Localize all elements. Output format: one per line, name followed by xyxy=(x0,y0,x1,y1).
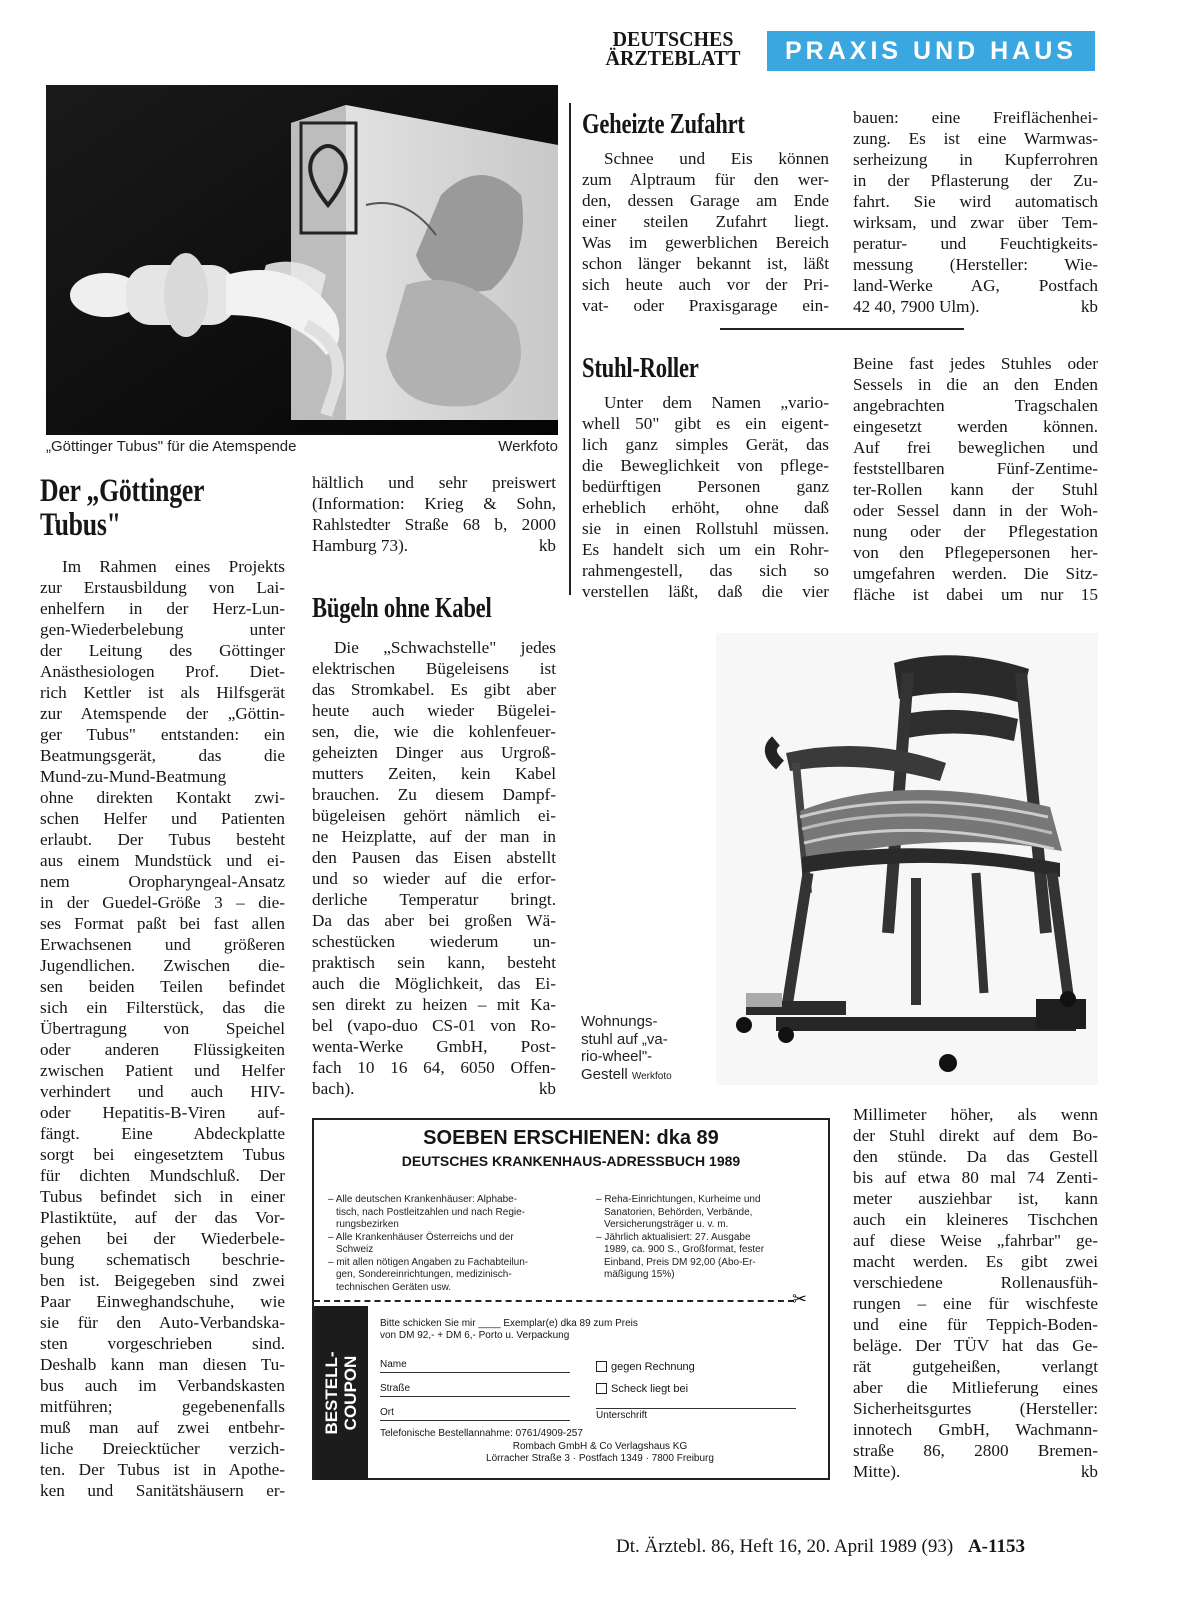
text-line: straße 86, 2800 Bremen- xyxy=(853,1441,1098,1460)
photo2-caption xyxy=(581,1013,711,1085)
ad-feature-line: – Alle deutschen Krankenhäuser: Alphabe- xyxy=(328,1194,518,1205)
masthead-line1: DEUTSCHES xyxy=(612,27,734,51)
text-line: fahrt. Sie wird automatisch xyxy=(853,192,1098,211)
text-line: land-Werke AG, Postfach xyxy=(853,276,1098,295)
text-line: sich heute auch vor der Pri- xyxy=(582,275,829,294)
text-line: Plastiktüte, auf der das Vor- xyxy=(40,1208,285,1227)
text-line: oder Hepatitis-B-Viren auf- xyxy=(40,1103,285,1122)
text-line: geheizten Dinger aus Urgroß- xyxy=(312,743,556,762)
text-line: die Beweglichkeit von pflege- xyxy=(582,456,829,475)
photo2-caption-line2: stuhl auf „va- xyxy=(581,1030,668,1048)
text-line: serheizung in Kupferrohren xyxy=(853,150,1098,169)
text-line: Was im gewerblichen Bereich xyxy=(582,233,829,252)
text-line: Rahlstedter Straße 68 b, 2000 xyxy=(312,515,556,534)
text-line: rich Kettler ist als Hilfsgerät xyxy=(40,683,285,702)
masthead-logo xyxy=(593,27,753,70)
photo2-caption-line3: rio-wheel"- xyxy=(581,1048,653,1065)
ad-feature-line: – mit allen nötigen Angaben zu Fachabteilun- xyxy=(328,1256,529,1268)
cheque-label: Scheck liegt bei xyxy=(611,1383,689,1395)
text-line: zum Alptraum für den wer- xyxy=(582,170,829,189)
photo2-caption-line4 xyxy=(581,1066,711,1086)
article1-title xyxy=(40,474,204,542)
ad-phone: Telefonische Bestellannahme: 0761/4909-257 xyxy=(380,1428,583,1439)
text-line: fläche ist dabei um nur 15 xyxy=(853,585,1098,604)
text-line: ohne direkten Kontakt zwi- xyxy=(40,788,285,807)
section-title: PRAXIS UND HAUS xyxy=(785,37,1077,65)
text-line: liche Dreiecktücher verzich- xyxy=(40,1439,285,1458)
text-line: den stünde. Da das Gestell xyxy=(853,1147,1098,1166)
chair-photo-illustration xyxy=(716,633,1098,1085)
text-line: sie für den Auto-Verbandska- xyxy=(40,1313,285,1332)
section-separator xyxy=(720,328,964,330)
article3-title: Geheizte Zufahrt xyxy=(582,108,745,140)
footer-citation: Dt. Ärztebl. 86, Heft 16, 20. April 1989 (93) xyxy=(616,1536,954,1557)
text-line xyxy=(312,535,556,556)
text-line: gehen bei der Wiederbele- xyxy=(40,1229,285,1248)
coupon-divider xyxy=(314,1300,794,1302)
text-line: den, dessen Garage am Ende xyxy=(582,191,829,210)
ad-features-right xyxy=(596,1194,826,1282)
ad-feature-line: gen, Sondereinrichtungen, medizinisch- xyxy=(336,1269,512,1280)
author-sign: kb xyxy=(1080,297,1098,316)
text-line: heute auch wieder Bügelei- xyxy=(312,701,556,720)
text-line: einer steilen Zufahrt liegt. xyxy=(582,212,829,231)
text-line: oder anderen Flüssigkeiten xyxy=(40,1040,285,1059)
article4-column3 xyxy=(853,1104,1098,1482)
text-line: gen-Wiederbelebung unter xyxy=(40,620,285,639)
ad-features-left xyxy=(328,1194,573,1294)
text-line: der Stuhl direkt auf dem Bo- xyxy=(853,1126,1098,1145)
text-line-content: Mitte). xyxy=(853,1462,901,1481)
text-line: innotech GmbH, Wachmann- xyxy=(853,1420,1098,1439)
text-line: muß man auf zwei entbehr- xyxy=(40,1418,285,1437)
text-line: verstellen läßt, daß die vier xyxy=(582,582,829,601)
text-line: zur Atemspende der „Göttin- xyxy=(40,704,285,723)
street-label: Straße xyxy=(380,1383,411,1394)
text-line: enhelfern in der Herz-Lun- xyxy=(40,599,285,618)
text-line: nung oder der Pflegestation xyxy=(853,522,1098,541)
text-line: bung schematisch beschrie- xyxy=(40,1250,285,1269)
text-line: rahmengestell, das sich so xyxy=(582,561,829,580)
cheque-checkbox[interactable] xyxy=(596,1382,688,1396)
text-line: messung (Hersteller: Wie- xyxy=(853,255,1098,274)
text-line: zwischen Patient und Helfer xyxy=(40,1061,285,1080)
text-line: sen, die, wie die kohlenfeuer- xyxy=(312,722,556,741)
coupon-label xyxy=(314,1306,368,1480)
article1-column1 xyxy=(40,556,285,1501)
ad-title: SOEBEN ERSCHIENEN: dka 89 xyxy=(423,1127,719,1149)
text-line: whell 50" gibt es ein eigent- xyxy=(582,414,829,433)
text-line xyxy=(312,1078,556,1099)
text-line: Jugendlichen. Zwischen die- xyxy=(40,956,285,975)
text-line: Mund-zu-Mund-Beatmung xyxy=(40,767,227,786)
text-line: Beatmungsgerät, das die xyxy=(40,746,285,765)
section-banner xyxy=(767,31,1095,71)
text-line: bügeleisen gehört nämlich ei- xyxy=(312,806,556,825)
text-line: schen Helfer und Patienten xyxy=(40,809,285,828)
photo-goettinger-tubus xyxy=(46,85,558,435)
text-line: angebrachten Tragschalen xyxy=(853,396,1098,415)
ad-publisher: Rombach GmbH & Co Verlagshaus KG xyxy=(512,1440,688,1452)
street-field[interactable] xyxy=(380,1382,570,1397)
text-line: schon länger bekannt ist, läßt xyxy=(582,254,829,273)
text-line: aber die Mitlieferung eines xyxy=(853,1378,1098,1397)
text-line: Im Rahmen eines Projekts xyxy=(62,557,285,576)
text-line: von den Pflegepersonen her- xyxy=(853,543,1098,562)
ad-feature-line: tisch, nach Postleitzahlen und nach Regie- xyxy=(336,1206,526,1218)
text-line: bedürftigen Personen ganz xyxy=(582,477,829,496)
ad-feature-line: – Jährlich aktualisiert: 27. Ausgabe xyxy=(596,1231,751,1243)
masthead-line2: ÄRZTEBLATT xyxy=(605,46,741,70)
checkbox-icon xyxy=(596,1383,607,1394)
ad-feature-line: 1989, ca. 900 S., Großformat, fester xyxy=(604,1244,765,1255)
text-line: sie in einen Rollstuhl müssen. xyxy=(582,519,829,538)
text-line: ben ist. Beigegeben sind zwei xyxy=(40,1271,285,1290)
text-line: das Stromkabel. Es gibt aber xyxy=(312,680,556,699)
page-footer xyxy=(616,1536,1025,1558)
ad-feature-line: mäßigung 15%) xyxy=(604,1269,675,1280)
text-line: sorgt bei eingesetztem Tubus xyxy=(40,1145,285,1164)
text-line: zung. Es ist eine Warmwas- xyxy=(853,129,1098,148)
text-line: Schnee und Eis können xyxy=(604,149,829,168)
text-line: meter ausziehbar ist, kann xyxy=(853,1189,1098,1208)
photo1-caption-text: „Göttinger Tubus" für die Atemspende xyxy=(46,438,297,455)
text-line: fängt. Eine Abdeckplatte xyxy=(40,1124,285,1143)
text-line: Es handelt sich um ein Rohr- xyxy=(582,540,829,559)
ad-subtitle: DEUTSCHES KRANKENHAUS-ADRESSBUCH 1989 xyxy=(401,1153,741,1169)
order-line1: Bitte schicken Sie mir ____ Exemplar(e) dka 89 zum Preis xyxy=(380,1318,638,1329)
coupon-label-line2: COUPON xyxy=(341,1355,360,1431)
article1-title-line2: Tubus" xyxy=(40,507,121,543)
text-line: bel (vapo-duo CS-01 von Ro- xyxy=(312,1016,556,1035)
city-field[interactable] xyxy=(380,1406,570,1421)
order-line2: von DM 92,- + DM 6,- Porto u. Verpackung xyxy=(380,1330,570,1341)
text-line: rät gutgeheißen, verlangt xyxy=(853,1357,1098,1376)
text-line: Paar Einweghandschuhe, wie xyxy=(40,1292,285,1311)
text-line: bus auch im Verbandskasten xyxy=(40,1376,285,1395)
text-line: erlaubt. Der Tubus besteht xyxy=(40,830,285,849)
text-line: in der Pflasterung der Zu- xyxy=(853,171,1098,190)
text-line-content: 42 40, 7900 Ulm). xyxy=(853,297,980,316)
article2-body xyxy=(312,637,556,1099)
text-line: Die „Schwachstelle" jedes xyxy=(334,638,556,657)
text-line: Millimeter höher, als wenn xyxy=(853,1105,1098,1124)
text-line: den Pausen das Eisen abstellt xyxy=(312,848,556,867)
invoice-checkbox[interactable] xyxy=(596,1360,695,1374)
text-line: Unter dem Namen „vario- xyxy=(604,393,829,412)
ad-contact xyxy=(380,1428,820,1466)
text-line: und so wieder auf die erfor- xyxy=(312,869,556,888)
text-line: sich ein Filterstück, das die xyxy=(40,998,285,1017)
ad-feature-line: Schweiz xyxy=(336,1244,374,1255)
text-line: macht werden. Es gibt zwei xyxy=(853,1252,1098,1271)
signature-label: Unterschrift xyxy=(596,1410,648,1421)
ad-feature-line: – Reha-Einrichtungen, Kurheime und xyxy=(596,1194,761,1205)
author-sign: kb xyxy=(538,536,556,555)
text-line: auch ein kleineres Tischchen xyxy=(853,1210,1098,1229)
text-line: aus einem Mundstück und ei- xyxy=(40,851,285,870)
tubus-photo-illustration xyxy=(46,85,558,435)
text-line: bauen: eine Freiflächenhei- xyxy=(853,108,1098,127)
text-line: wirksam, und zwar über Tem- xyxy=(853,213,1098,232)
text-line: Sessels in die an den Enden xyxy=(853,375,1098,394)
text-line: lich ganz simples Gerät, das xyxy=(582,435,829,454)
text-line: sen direkt zu heizen – mit Ka- xyxy=(312,995,556,1014)
photo1-credit: Werkfoto xyxy=(498,438,558,455)
text-line: eingesetzt werden können. xyxy=(853,417,1098,436)
name-field[interactable] xyxy=(380,1358,570,1373)
text-line: verhindert und auch HIV- xyxy=(40,1082,285,1101)
text-line: erheblich erhöht, ohne daß xyxy=(582,498,829,517)
text-line: ten. Der Tubus ist in Apothe- xyxy=(40,1460,285,1479)
ad-feature-line: rungsbezirken xyxy=(336,1219,399,1230)
article1-column2 xyxy=(312,472,556,556)
signature-field[interactable] xyxy=(596,1408,796,1422)
text-line: schestücken wiederum un- xyxy=(312,932,556,951)
text-line: peratur- und Feuchtigkeits- xyxy=(853,234,1098,253)
text-line: zur Erstausbildung von Lai- xyxy=(40,578,285,597)
text-line: rungen – eine für wischfeste xyxy=(853,1294,1098,1313)
text-line: mitführen; gegebenenfalls xyxy=(40,1397,285,1416)
article4-column1 xyxy=(582,392,829,602)
text-line: verschiedene Rollenausfüh- xyxy=(853,1273,1098,1292)
text-line: ken und Sanitätshäusern er- xyxy=(40,1481,285,1500)
text-line: Übertragung von Speichel xyxy=(40,1019,285,1038)
text-line-content: bach). xyxy=(312,1079,355,1098)
text-line: Auf frei beweglichen und xyxy=(853,438,1098,457)
text-line: ses Format paßt bei fast allen xyxy=(40,914,285,933)
text-line: beläge. Der TÜV hat das Ge- xyxy=(853,1336,1098,1355)
ad-feature-line: Versicherungsträger u. v. m. xyxy=(604,1219,729,1230)
photo1-caption xyxy=(46,438,558,456)
text-line: feststellbaren Fünf-Zentime- xyxy=(853,459,1098,478)
text-line: Tubus befindet sich in einer xyxy=(40,1187,285,1206)
text-line: Beine fast jedes Stuhles oder xyxy=(853,354,1098,373)
photo-vario-wheel-chair xyxy=(716,633,1098,1085)
coupon-label-line1: BESTELL- xyxy=(322,1351,341,1435)
photo2-credit: Werkfoto xyxy=(631,1070,672,1082)
text-line: umgefahren werden. Die Sitz- xyxy=(853,564,1098,583)
order-text xyxy=(380,1318,638,1342)
author-sign: kb xyxy=(538,1079,556,1098)
text-line: Anästhesiologen Prof. Diet- xyxy=(40,662,285,681)
invoice-label: gegen Rechnung xyxy=(611,1361,695,1373)
article3-column2 xyxy=(853,107,1098,317)
text-line xyxy=(853,1461,1098,1482)
text-line: bis auf etwa 80 mal 74 Zenti- xyxy=(853,1168,1098,1187)
ad-feature-line: Sanatorien, Behörden, Verbände, xyxy=(604,1206,753,1218)
text-line: derliche Temperatur bringt. xyxy=(312,890,556,909)
photo2-caption-gestell: Gestell xyxy=(581,1065,628,1083)
text-line: Sicherheitsgurtes (Hersteller: xyxy=(853,1399,1098,1418)
text-line: oder Sessel dann in der Woh- xyxy=(853,501,1098,520)
text-line: ter-Rollen kann der Stuhl xyxy=(853,480,1098,499)
advertisement-dka89 xyxy=(312,1118,830,1480)
text-line: (Information: Krieg & Sohn, xyxy=(312,494,556,513)
text-line: praktisch sein kann, besteht xyxy=(312,953,556,972)
text-line: brauchen. Zu diesem Dampf- xyxy=(312,785,556,804)
text-line: wenta-Werke GmbH, Post- xyxy=(312,1037,556,1056)
text-line: für dichten Mundschluß. Der xyxy=(40,1166,285,1185)
name-label: Name xyxy=(380,1359,407,1370)
text-line: elektrischen Bügeleisens ist xyxy=(312,659,556,678)
author-sign: kb xyxy=(1080,1462,1098,1481)
ad-feature-line: Einband, Preis DM 92,00 (Abo-Er- xyxy=(604,1256,756,1268)
article4-column2 xyxy=(853,353,1098,605)
text-line: auf diese Weise „fahrbar" ge- xyxy=(853,1231,1098,1250)
text-line: sen beiden Teilen befindet xyxy=(40,977,285,996)
article3-column1 xyxy=(582,148,829,316)
text-line-content: Hamburg 73). xyxy=(312,536,409,555)
text-line: fach 10 16 64, 6050 Offen- xyxy=(312,1058,556,1077)
text-line: Deshalb kann man diesen Tu- xyxy=(40,1355,285,1374)
checkbox-icon xyxy=(596,1361,607,1372)
ad-feature-line: – Alle Krankenhäuser Österreichs und der xyxy=(328,1231,514,1243)
text-line: in der Guedel-Größe 3 – die- xyxy=(40,893,285,912)
column-divider xyxy=(569,103,571,595)
text-line: mutters Zeiten, kein Kabel xyxy=(312,764,556,783)
article2-title: Bügeln ohne Kabel xyxy=(312,592,492,624)
text-line: auch die Möglichkeit, das Ei- xyxy=(312,974,556,993)
ad-address: Lörracher Straße 3 · Postfach 1349 · 7800 Freiburg xyxy=(486,1453,714,1464)
text-line: ne Heizplatte, auf der man in xyxy=(312,827,556,846)
article1-title-line1: Der „Göttinger xyxy=(40,473,205,509)
text-line: der Leitung des Göttinger xyxy=(40,641,285,660)
text-line: hältlich und sehr preiswert xyxy=(312,473,556,492)
city-label: Ort xyxy=(380,1407,394,1418)
article4-title: Stuhl-Roller xyxy=(582,352,699,384)
text-line xyxy=(853,296,1098,317)
text-line: nem Oropharyngeal-Ansatz xyxy=(40,872,285,891)
text-line: und eine für Teppich-Boden- xyxy=(853,1315,1098,1334)
text-line: ger Tubus" entstanden: ein xyxy=(40,725,285,744)
text-line: Erwachsenen und größeren xyxy=(40,935,285,954)
photo2-caption-line1: Wohnungs- xyxy=(581,1013,658,1030)
text-line: Da das aber bei großen Wä- xyxy=(312,911,556,930)
ad-feature-line: technischen Geräten usw. xyxy=(336,1281,452,1293)
footer-page-number: A-1153 xyxy=(967,1536,1025,1557)
scissors-icon: ✂ xyxy=(792,1289,808,1309)
text-line: vat- oder Praxisgarage ein- xyxy=(582,296,829,315)
text-line: sten vorgeschrieben sind. xyxy=(40,1334,285,1353)
